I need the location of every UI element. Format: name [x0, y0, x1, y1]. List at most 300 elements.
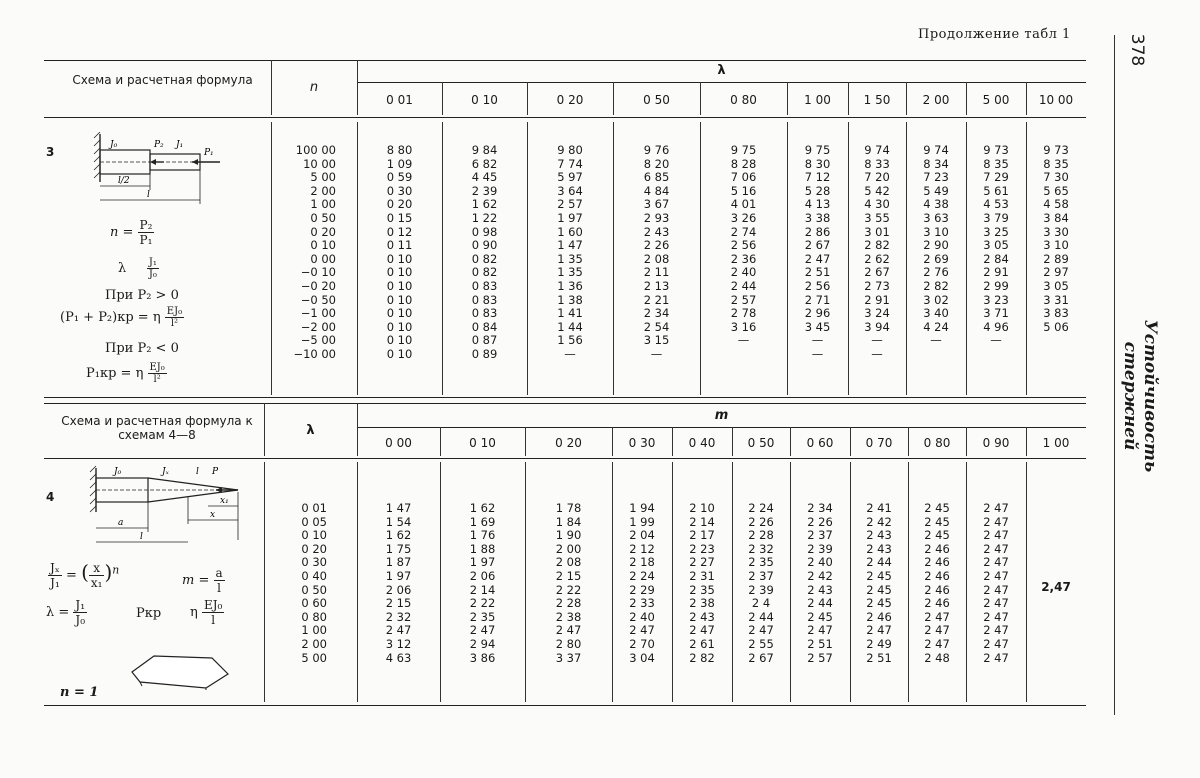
table-cell: 2 45: [924, 528, 950, 543]
t1-diag-p2: P₂: [154, 140, 164, 150]
data-column: [790, 502, 850, 665]
table-cell: 4 53: [983, 197, 1009, 212]
table-cell: 2 00: [555, 541, 582, 556]
table-cell: 2 47: [983, 541, 1009, 556]
table-cell: 2 46: [924, 596, 950, 611]
lambda-column-header: 0 80: [730, 93, 757, 107]
table-cell: 2 34: [807, 501, 833, 515]
table-cell: 1 76: [469, 528, 496, 543]
table-cell: 3 86: [469, 650, 496, 665]
data-column: [906, 144, 966, 362]
table-cell: 2 47: [983, 501, 1009, 515]
table-cell: 1 36: [557, 278, 583, 293]
data-column: [848, 144, 906, 362]
table-cell: 7 12: [804, 170, 831, 185]
table-cell: 2 51: [807, 636, 833, 651]
table-cell: 3 26: [730, 210, 757, 225]
table-cell: 3 63: [923, 210, 949, 225]
table-cell: 0 82: [471, 251, 498, 266]
table-cell: 0 30: [386, 183, 413, 198]
table-cell: 2 13: [643, 278, 670, 293]
table-cell: —: [871, 333, 883, 348]
table-cell: 5 49: [923, 183, 949, 198]
table-cell: 1 88: [469, 541, 496, 556]
t1-row-label: 3: [46, 145, 55, 159]
table-cell: 2 22: [469, 596, 496, 611]
data-column: [787, 144, 848, 362]
table-cell: 0 05: [301, 514, 327, 529]
t2-scheme-header: Схема и расчетная формула к схемам 4—8: [61, 414, 253, 442]
table-cell: 0 89: [471, 346, 498, 361]
table-cell: 3 30: [1043, 224, 1069, 239]
table-cell: 2 47: [983, 596, 1009, 611]
table-cell: 2 45: [924, 501, 950, 515]
table-cell: −10 00: [293, 346, 336, 361]
data-column: [440, 502, 525, 665]
table-cell: 2 96: [804, 306, 831, 321]
t1-formula-n: n = $\frac{\text{P₂}}{\text{P₁}}$: [110, 218, 153, 247]
table-cell: 2 48: [924, 650, 950, 665]
table-cell: 8 20: [643, 156, 670, 171]
lambda-column-header: 1 00: [804, 93, 831, 107]
margin-rule: [1114, 35, 1115, 715]
table-cell: 3 94: [864, 319, 890, 334]
table-cell: —: [871, 346, 883, 361]
data-column: [672, 502, 732, 665]
table-cell: 2 45: [866, 582, 892, 597]
t1-diag-p1: P₁: [204, 148, 214, 158]
table-cell: 4 84: [643, 183, 670, 198]
table-cell: 2 32: [385, 609, 412, 624]
m-column-header: 0 50: [747, 436, 775, 450]
table-cell: 2 22: [555, 582, 582, 597]
table-cell: 1 97: [557, 210, 583, 225]
table-cell: 2 44: [730, 278, 757, 293]
table-cell: 2 28: [555, 596, 582, 611]
table-cell: 8 35: [983, 156, 1009, 171]
m-column-header: 0 20: [555, 436, 582, 450]
table-cell: 2 43: [866, 528, 892, 543]
table-cell: −0 50: [300, 292, 336, 307]
table-cell: 3 37: [555, 650, 582, 665]
table-cell: 9 80: [557, 143, 583, 157]
table-cell: [1026, 348, 1086, 362]
table-cell: 4 58: [1043, 197, 1069, 212]
continuation-caption: Продолжение табл 1: [918, 27, 1071, 42]
table-cell: 0 59: [386, 170, 413, 185]
m-column-header: 0 60: [806, 436, 834, 450]
table-cell: 0 50: [310, 210, 336, 225]
table-cell: 1 35: [557, 265, 583, 280]
table-cell: 2 38: [555, 609, 582, 624]
table-cell: —: [650, 346, 663, 361]
table-cell: 2 47: [807, 623, 833, 638]
table-cell: 2 32: [748, 541, 774, 556]
table-cell: 2 21: [643, 292, 670, 307]
table-cell: 2 14: [689, 514, 715, 529]
table-cell: 9 76: [643, 143, 670, 157]
table-cell: 0 20: [310, 224, 336, 239]
table-cell: 2 44: [866, 555, 892, 570]
table-cell: 1 94: [629, 501, 655, 515]
table-cell: 1 60: [557, 224, 583, 239]
table-cell: 0 50: [301, 582, 327, 597]
table-cell: 2 84: [983, 251, 1009, 266]
t2-diag-x: x: [210, 510, 216, 520]
table-cell: 2 45: [866, 568, 892, 583]
table-cell: 7 74: [557, 156, 583, 171]
table-cell: 3 83: [1043, 306, 1069, 321]
table-cell: 5 16: [730, 183, 757, 198]
table-cell: 2 26: [748, 514, 774, 529]
table-cell: 3 15: [643, 333, 670, 348]
table-cell: 0 15: [386, 210, 413, 225]
table-cell: 8 33: [864, 156, 890, 171]
m-column-header: 0 80: [923, 436, 951, 450]
table-cell: 2 67: [748, 650, 774, 665]
t2-formula-n: n = 1: [60, 685, 99, 700]
table-cell: 2 12: [629, 541, 655, 556]
table-cell: 8 80: [386, 143, 413, 157]
lambda-column-header: 2 00: [922, 93, 950, 107]
table-cell: 9 74: [923, 143, 949, 157]
table-cell: 2 00: [301, 636, 327, 651]
table-cell: 2 06: [385, 582, 412, 597]
m-column-header: 1 00: [1042, 436, 1070, 450]
table-cell: 2 78: [730, 306, 757, 321]
t2-formula-critical: η $\frac{\text{EJ₀}}{l}$: [190, 598, 223, 627]
table-cell: 2 23: [689, 541, 715, 556]
table-cell: 0 60: [301, 596, 327, 611]
m-column-header: 0 40: [688, 436, 716, 450]
table-cell: 2 47: [689, 623, 715, 638]
table-cell: 1 35: [557, 251, 583, 266]
table-cell: 2 35: [748, 555, 774, 570]
table-cell: 2 91: [983, 265, 1009, 280]
table-cell: —: [811, 346, 824, 361]
table-cell: 2 47: [983, 568, 1009, 583]
table-cell: 2 40: [807, 555, 833, 570]
table-cell: 3 31: [1043, 292, 1069, 307]
table-cell: 2 42: [807, 568, 833, 583]
table-cell: 2 46: [924, 568, 950, 583]
t2-diag-l: l: [196, 467, 199, 477]
table-cell: 9 73: [983, 143, 1009, 157]
table-cell: 3 02: [923, 292, 949, 307]
table-cell: 0 83: [471, 292, 498, 307]
table-cell: 2 38: [689, 596, 715, 611]
table-cell: 1 00: [310, 197, 336, 212]
table-cell: 2 40: [730, 265, 757, 280]
table-cell: 0 83: [471, 278, 498, 293]
table-cell: 2 26: [643, 238, 670, 253]
table-cell: 0 84: [471, 319, 498, 334]
t1-diag-half: l/2: [118, 176, 130, 186]
table-cell: 6 82: [471, 156, 498, 171]
t2-formula-jx: $\frac{\text{Jₓ}}{\text{J₁}}$ = ( $\frac{x}{\text{x₁}}$ )$^n$: [50, 560, 120, 590]
table-cell: 2 49: [866, 636, 892, 651]
table-cell: 3 45: [804, 319, 831, 334]
table-cell: 2 06: [469, 568, 496, 583]
table-cell: 4 38: [923, 197, 949, 212]
table-cell: 2 47: [804, 251, 831, 266]
table-cell: 0 10: [386, 251, 413, 266]
table-cell: 2 67: [864, 265, 890, 280]
table-cell: 1 56: [557, 333, 583, 348]
table-cell: 100 00: [295, 143, 336, 157]
t1-lambda-header: λ: [717, 63, 726, 78]
table-cell: 2 47: [983, 514, 1009, 529]
table-cell: 1 38: [557, 292, 583, 307]
table-cell: 2 94: [469, 636, 496, 651]
table-cell: —: [564, 346, 576, 361]
data-column: [1026, 144, 1086, 362]
t1-case-negative: При P₂ < 0: [105, 341, 179, 356]
table-cell: 2 14: [469, 582, 496, 597]
table-cell: 2 57: [557, 197, 583, 212]
table-cell: 0 87: [471, 333, 498, 348]
table-cell: 2 82: [689, 650, 715, 665]
table-cell: 2 46: [924, 582, 950, 597]
table-cell: 3 38: [804, 210, 831, 225]
table-cell: 5 00: [301, 650, 327, 665]
table-cell: 2 47: [983, 582, 1009, 597]
table-cell: 2 27: [689, 555, 715, 570]
data-column: [908, 502, 966, 665]
table-cell: 2 08: [643, 251, 670, 266]
table-cell: 3 05: [983, 238, 1009, 253]
table-cell: 7 06: [730, 170, 757, 185]
table-cell: 9 84: [471, 143, 498, 157]
table-cell: 1 62: [385, 528, 412, 543]
table-cell: 7 30: [1043, 170, 1069, 185]
table-cell: −0 10: [300, 265, 336, 280]
table-cell: [700, 348, 787, 362]
t2-diag-x1: x₁: [220, 496, 229, 506]
table-cell: 2 91: [864, 292, 890, 307]
t2-diag-p: P: [212, 467, 219, 477]
data-column: [442, 144, 527, 362]
table-cell: 2 73: [864, 278, 890, 293]
table-cell: 1 62: [469, 501, 496, 515]
table-cell: 2 51: [804, 265, 831, 280]
table-cell: 2 46: [866, 609, 892, 624]
table-cell: 2 99: [983, 278, 1009, 293]
table-cell: 2 57: [730, 292, 757, 307]
table-cell: 2 89: [1043, 251, 1069, 266]
table-cell: 0 10: [386, 292, 413, 307]
table-cell: 2 35: [469, 609, 496, 624]
table-cell: 2 37: [748, 568, 774, 583]
table-cell: 1 84: [555, 514, 582, 529]
table-cell: 3 12: [385, 636, 412, 651]
table-cell: 0 12: [386, 224, 413, 239]
table-cell: 1 75: [385, 541, 412, 556]
table-cell: 2 46: [924, 555, 950, 570]
table-cell: 3 84: [1043, 210, 1069, 225]
table-cell: 2 28: [748, 528, 774, 543]
t1-n-header: n: [309, 80, 319, 95]
table-cell: 3 05: [1043, 278, 1069, 293]
table-cell: 0 00: [310, 251, 336, 266]
t2-plate-sketch: [128, 652, 232, 692]
t1-formula-sum: (P₁ + P₂)кр = η $\frac{\text{EJ₀}}{\text{l²}}$: [60, 306, 183, 329]
table-cell: 7 29: [983, 170, 1009, 185]
table-cell: 0 83: [471, 306, 498, 321]
table-cell: 5 61: [983, 183, 1009, 198]
table-cell: 2 80: [555, 636, 582, 651]
table-cell: 4 96: [983, 319, 1009, 334]
table-cell: 2 04: [629, 528, 655, 543]
table-cell: 2 47: [983, 650, 1009, 665]
table-cell: 9 73: [1043, 143, 1069, 157]
table-cell: 2 35: [689, 582, 715, 597]
t1-n-values: [272, 144, 336, 362]
table-cell: 0 10: [386, 319, 413, 334]
table-cell: 2 45: [924, 514, 950, 529]
table-cell: 0 10: [386, 278, 413, 293]
table-cell: 2 67: [804, 238, 831, 253]
table-cell: 2 43: [866, 541, 892, 556]
table-cell: [966, 348, 1026, 362]
table-cell: 2 46: [924, 541, 950, 556]
table-cell: 2 11: [643, 265, 670, 280]
data-column: [613, 144, 700, 362]
table-cell: 5 06: [1043, 319, 1069, 334]
table-cell: 1 41: [557, 306, 583, 321]
table-cell: 2 47: [983, 609, 1009, 624]
table-cell: 4 63: [385, 650, 412, 665]
table-cell: 2 47: [469, 623, 496, 638]
table-cell: —: [737, 333, 750, 348]
table-cell: 2 47: [983, 636, 1009, 651]
table-cell: 2 24: [748, 501, 774, 515]
t1-diag-j0: J₀: [110, 140, 118, 150]
table-cell: 3 04: [629, 650, 655, 665]
table-cell: 2 47: [748, 623, 774, 638]
table-cell: 3 67: [643, 197, 670, 212]
t2-m-header: m: [714, 408, 729, 423]
table-cell: 2 47: [629, 623, 655, 638]
t2-lambda-values: [265, 502, 327, 665]
lambda-column-header: 0 10: [471, 93, 498, 107]
table-cell: 2 56: [804, 278, 831, 293]
table-cell: 0 10: [386, 333, 413, 348]
table-cell: 1 09: [386, 156, 413, 171]
table-cell: 0 10: [301, 528, 327, 543]
m-column-header: 0 00: [385, 436, 412, 450]
table-cell: 9 74: [864, 143, 890, 157]
table-cell: 2 15: [385, 596, 412, 611]
table-cell: 2 69: [923, 251, 949, 266]
table-cell: 2 71: [804, 292, 831, 307]
table-cell: 3 23: [983, 292, 1009, 307]
table-cell: 1 00: [301, 623, 327, 638]
data-column: [966, 502, 1026, 665]
data-column: [525, 502, 612, 665]
table-cell: 2 47: [983, 555, 1009, 570]
table-cell: 1 99: [629, 514, 655, 529]
table-cell: 2 70: [629, 636, 655, 651]
table-cell: 3 79: [983, 210, 1009, 225]
table-cell: 1 97: [385, 568, 412, 583]
table-cell: 2 74: [730, 224, 757, 239]
page-number: 378: [1127, 33, 1148, 67]
table-cell: 3 40: [923, 306, 949, 321]
table-cell: 0 40: [301, 568, 327, 583]
table-cell: 5 00: [310, 170, 336, 185]
table-cell: 2 39: [471, 183, 498, 198]
table-cell: 2 33: [629, 596, 655, 611]
table-cell: 2 36: [730, 251, 757, 266]
table-cell: 5 97: [557, 170, 583, 185]
table-cell: 0 20: [301, 541, 327, 556]
table-cell: 10 00: [303, 156, 336, 171]
table-cell: 1 47: [385, 501, 412, 515]
t1-scheme-header: Схема и расчетная формула: [72, 73, 253, 87]
table-cell: 2 40: [629, 609, 655, 624]
lambda-column-header: 0 01: [386, 93, 413, 107]
table-cell: 2 86: [804, 224, 831, 239]
table-cell: 2 57: [807, 650, 833, 665]
table-cell: 2 82: [864, 238, 890, 253]
t1-formula-p1: P₁кр = η $\frac{\text{EJ₀}}{\text{l²}}$: [86, 362, 165, 385]
table-cell: 1 22: [471, 210, 498, 225]
table-cell: −1 00: [300, 306, 336, 321]
data-column: [612, 502, 672, 665]
table-cell: 1 87: [385, 555, 412, 570]
table-cell: 2 4: [751, 596, 771, 611]
table-cell: 3 25: [983, 224, 1009, 239]
table-cell: 2 43: [643, 224, 670, 239]
table-cell: —: [930, 333, 942, 348]
lambda-column-header: 0 20: [556, 93, 584, 107]
table-cell: 0 10: [310, 238, 336, 253]
table-cell: 5 42: [864, 183, 890, 198]
t2-diag-len: l: [140, 532, 143, 542]
table-cell: −0 20: [300, 278, 336, 293]
table-cell: 8 28: [730, 156, 757, 171]
table-cell: 2 56: [730, 238, 757, 253]
table-cell: 0 10: [386, 265, 413, 280]
table-cell: 0 30: [301, 555, 327, 570]
table-cell: 2 41: [866, 501, 892, 515]
table-cell: 1 69: [469, 514, 496, 529]
table-cell: 2 45: [807, 609, 833, 624]
data-column: [966, 144, 1026, 362]
table-cell: 0 82: [471, 265, 498, 280]
table-cell: [906, 348, 966, 362]
t2-formula-m: m = $\frac{a}{l}$: [182, 566, 223, 595]
lambda-column-header: 1 50: [863, 93, 891, 107]
t2-formula-lambda: λ = $\frac{\text{J₁}}{\text{J₀}}$: [46, 598, 86, 627]
table-cell: 2 00: [310, 183, 336, 198]
table-cell: —: [811, 333, 824, 348]
t2-tapered-column-diagram: [88, 462, 248, 554]
t1-case-positive: При P₂ > 0: [105, 288, 179, 303]
table-cell: 2 44: [748, 609, 774, 624]
table-cell: 3 10: [923, 224, 949, 239]
m-column-header: 0 10: [469, 436, 496, 450]
table-cell: 0 01: [301, 501, 327, 515]
table-cell: 4 24: [923, 319, 949, 334]
t2-formula-pkr: Pкр: [136, 606, 162, 621]
m-column-header: 0 70: [865, 436, 893, 450]
table-cell: 2 24: [629, 568, 655, 583]
lambda-column-header: 5 00: [982, 93, 1010, 107]
table-cell: 9 75: [730, 143, 757, 157]
table-cell: 1 78: [555, 501, 582, 515]
